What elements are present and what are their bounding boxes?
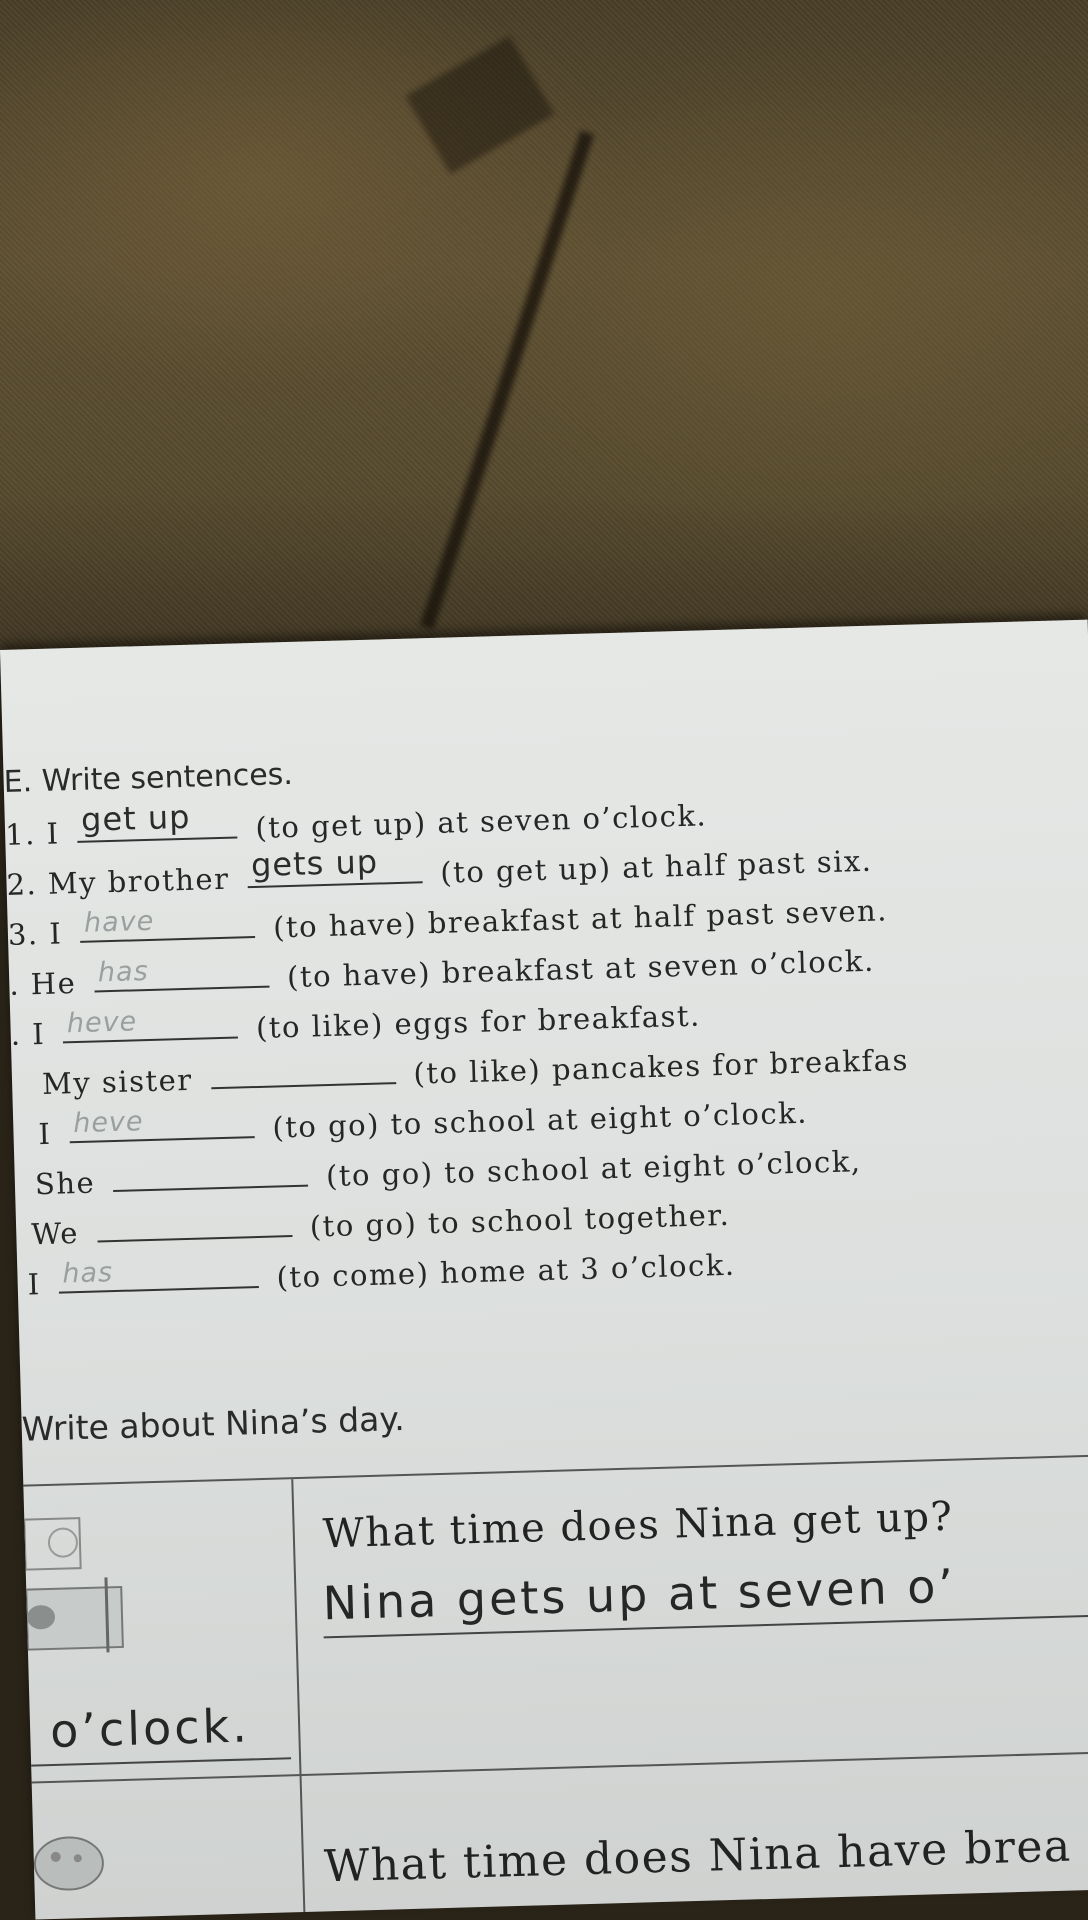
handwritten-answer: heve (72, 1106, 144, 1140)
item-prefix: 2. My brother (6, 861, 230, 902)
answer-blank[interactable] (63, 1006, 239, 1044)
handwritten-answer: gets up (250, 842, 379, 885)
item-prefix: She (34, 1165, 96, 1202)
nina-in-bed-picture (24, 1506, 148, 1669)
fabric-background (0, 0, 1088, 660)
item-suffix: (to have) breakfast at half past seven. (272, 893, 889, 945)
item-prefix: . He (8, 966, 77, 1002)
answer-blank[interactable] (80, 905, 256, 943)
answer-blank[interactable] (113, 1157, 309, 1192)
exercise-item (31, 1195, 731, 1252)
answer-1-line-1: Nina gets up at seven o’ (321, 1558, 957, 1631)
handwritten-answer: has (61, 1257, 114, 1290)
answer-blank[interactable] (210, 1054, 396, 1089)
item-suffix: (to come) home at 3 o’clock. (276, 1247, 736, 1295)
item-suffix: (to go) to school at eight o’clock, (325, 1144, 862, 1194)
exercise-item (34, 1141, 862, 1201)
handwritten-answer: get up (80, 797, 191, 839)
exercise-item (42, 1040, 910, 1101)
table-top-border (23, 1454, 1088, 1486)
question-1: What time does Nina get up? (322, 1493, 955, 1558)
handwritten-answer: has (97, 955, 150, 989)
workbook-page (0, 620, 1088, 1920)
fabric-fold (420, 131, 594, 630)
item-suffix: (to go) to school at eight o’clock. (271, 1095, 809, 1145)
handwritten-answer: heve (66, 1006, 138, 1040)
item-prefix: My sister (41, 1062, 194, 1101)
item-prefix: We (30, 1216, 80, 1252)
section-heading: Write about Nina’s day. (21, 1399, 406, 1449)
exercise-item (38, 1093, 808, 1151)
nina-breakfast-picture (33, 1817, 125, 1909)
exercise-item (10, 996, 701, 1052)
item-prefix: I (38, 1116, 52, 1152)
exercise-item (27, 1245, 736, 1302)
item-suffix: (to like) eggs for breakfast. (255, 998, 702, 1045)
item-suffix: (to get up) at half past six. (439, 843, 873, 890)
answer-1-underline-2 (31, 1757, 291, 1766)
table-column-divider (291, 1479, 305, 1912)
item-prefix: 1. I (4, 816, 60, 852)
exercise-item (6, 841, 873, 902)
item-prefix: 3. I (7, 916, 63, 952)
item-suffix: (to like) pancakes for breakfas (413, 1042, 910, 1091)
item-suffix: (to have) breakfast at seven o’clock. (286, 943, 876, 995)
item-prefix: . I (10, 1016, 46, 1052)
exercise-item (9, 941, 875, 1002)
answer-blank[interactable] (58, 1258, 259, 1294)
item-prefix: I (27, 1267, 42, 1302)
answer-blank[interactable] (69, 1108, 255, 1143)
exercise-heading: E. Write sentences. (3, 756, 294, 800)
answer-blank[interactable] (247, 842, 423, 888)
fabric-fold (406, 36, 555, 174)
handwritten-answer: have (83, 905, 155, 939)
table-row-divider (32, 1751, 1088, 1783)
question-2: What time does Nina have brea (323, 1820, 1073, 1893)
answer-1-line-2: o’clock. (49, 1698, 251, 1759)
answer-blank[interactable] (77, 797, 238, 842)
item-suffix: (to get up) at seven o’clock. (254, 798, 708, 845)
item-suffix: (to go) to school together. (309, 1197, 731, 1244)
answer-blank[interactable] (96, 1207, 292, 1242)
answer-blank[interactable] (94, 955, 270, 993)
exercise-item (7, 890, 888, 952)
